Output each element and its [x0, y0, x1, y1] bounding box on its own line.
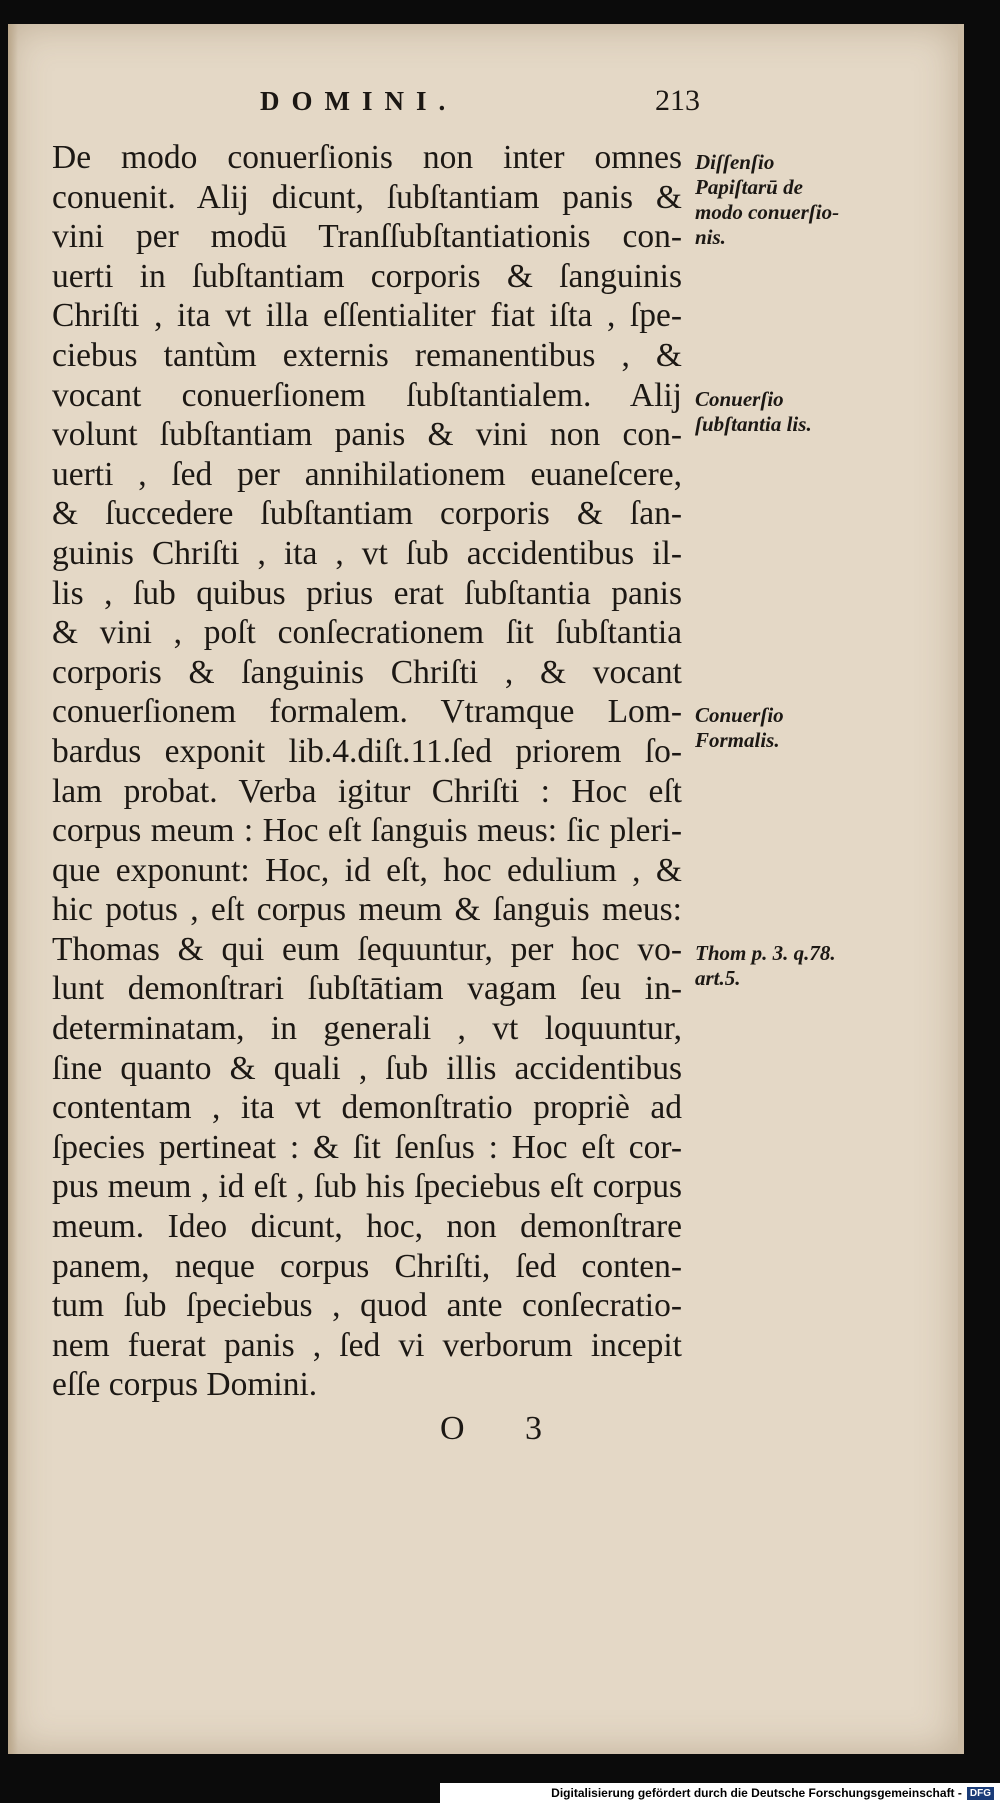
margin-note-dissensio: Diſſenſio Papiſtarū de modo conuerſio-nis. [695, 150, 840, 249]
page-header [260, 86, 700, 126]
signature-mark: O 3 [440, 1410, 569, 1447]
running-head: DOMINI. [260, 86, 458, 116]
text-line: vocant conuerſionem ſubſtantialem. Alij [52, 376, 682, 414]
text-line: tum ſub ſpeciebus , quod ante conſecratio- [52, 1287, 682, 1325]
text-line: De modo conuerſionis non inter omnes [52, 139, 682, 176]
text-line: conuerſionem formalem. Vtramque Lom- [52, 693, 682, 731]
text-line: corpus meum : Hoc eſt ſanguis meus: ſic pleri- [52, 812, 682, 850]
text-line: panem, neque corpus Chriſti, ſed conten- [52, 1247, 682, 1285]
text-line: guinis Chriſti , ita , vt ſub accidentibus il- [52, 534, 682, 572]
page-gutter-shadow [8, 24, 18, 1754]
margin-note-substantialis: Conuerſio ſubſtantia lis. [695, 387, 812, 436]
text-line: Chriſti , ita vt illa eſſentialiter fiat iſta , ſpe- [52, 297, 682, 335]
text-line: bardus exponit lib.4.diſt.11.ſed priorem ſo- [52, 732, 682, 770]
text-line: corporis & ſanguinis Chriſti , & vocant [52, 653, 682, 691]
text-line: hic potus , eſt corpus meum & ſanguis meus: [52, 891, 682, 929]
body-text [52, 138, 682, 1405]
text-line: & ſuccedere ſubſtantiam corporis & ſan- [52, 495, 682, 533]
text-line: ſpecies pertineat : & ſit ſenſus : Hoc eſt cor- [52, 1128, 682, 1166]
margin-note-formalis: Conuerſio Formalis. [695, 703, 784, 752]
text-line: pus meum , id eſt , ſub his ſpeciebus eſt corpus [52, 1168, 682, 1206]
text-line: lam probat. Verba igitur Chriſti : Hoc eſt [52, 772, 682, 810]
text-line: ſine quanto & quali , ſub illis accidentibus [52, 1049, 682, 1087]
text-line: eſſe corpus Domini. [52, 1366, 318, 1404]
text-line: ciebus tantùm externis remanentibus , & [52, 336, 682, 374]
text-line: Thomas & qui eum ſequuntur, per hoc vo- [52, 930, 682, 968]
text-line: lis , ſub quibus prius erat ſubſtantia panis [52, 574, 682, 612]
text-line: uerti in ſubſtantiam corporis & ſanguinis [52, 257, 682, 295]
dfg-logo: DFG [967, 1787, 994, 1800]
text-line: nem fuerat panis , ſed vi verborum incepit [52, 1326, 682, 1364]
text-line: que exponunt: Hoc, id eſt, hoc edulium , & [52, 851, 682, 889]
text-line: vini per modū Tranſſubſtantiationis con- [52, 218, 682, 256]
text-line: uerti , ſed per annihilationem euaneſcere, [52, 455, 682, 493]
margin-note-thomas: Thom p. 3. q.78. art.5. [695, 941, 836, 990]
text-line: & vini , poſt conſecrationem ſit ſubſtantia [52, 614, 682, 652]
text-line: determinatam, in generali , vt loquuntur, [52, 1010, 682, 1048]
page-number: 213 [655, 84, 700, 117]
digitization-credit: Digitalisierung gefördert durch die Deutsche Forschungsgemeinschaft - [551, 1786, 962, 1800]
text-line: lunt demonſtrari ſubſtātiam vagam ſeu in- [52, 970, 682, 1008]
digitization-credit-bar [440, 1783, 1000, 1803]
text-line: conuenit. Alij dicunt, ſubſtantiam panis & [52, 178, 682, 216]
text-line: volunt ſubſtantiam panis & vini non con- [52, 416, 682, 454]
text-line: meum. Ideo dicunt, hoc, non demonſtrare [52, 1208, 682, 1246]
text-line: contentam , ita vt demonſtratio propriè ad [52, 1089, 682, 1127]
